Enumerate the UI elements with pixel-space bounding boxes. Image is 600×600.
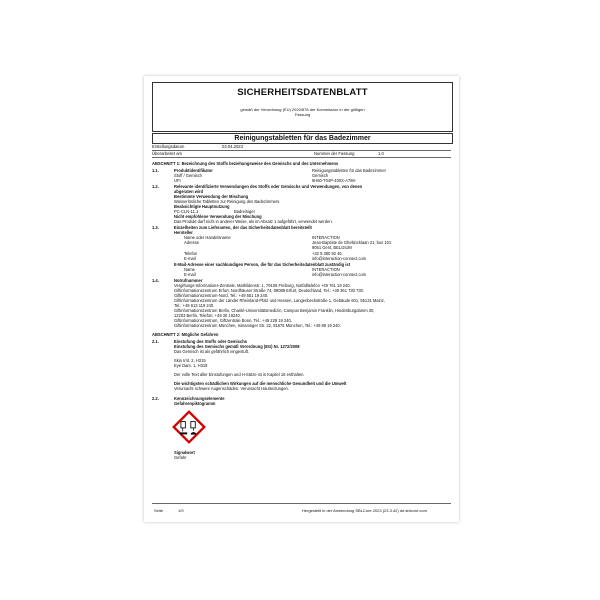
s13-resp-mail-value: info@interaction-connect.com [312, 272, 367, 277]
s12-number: 1.2. [152, 184, 159, 189]
emergency-line: Giftinformationszentrum-Nord, Tel.: +49 551 19 240. [174, 293, 269, 298]
s22-title: Kennzeichnungselemente [174, 396, 225, 401]
s21-effects-title: Die wichtigsten schädlichen Wirkungen auf die menschliche Gesundheit und die Umwelt [174, 381, 347, 386]
s12-not-text: Das Produkt darf nicht in anderer Weise, als im Absatz 1 aufgeführt, verwendet werden. [174, 219, 333, 224]
emergency-line: Giftinformationszentrum Erfurt, Nordhäuser Straße 74, 99089 Erfurt, Deutschland, Tel.: +49 361 730 730. [174, 288, 365, 293]
s21-title: Einstufung des Stoffs oder Gemischs [174, 339, 248, 344]
regulation-text [173, 107, 432, 118]
meta-row-revised [152, 151, 451, 158]
version-value: 1.0 [378, 151, 384, 156]
regulation-line-1: gemäß der Verordnung (EU) 2020/878 der Kommission in der gültigen [240, 107, 365, 112]
s12-use-text: Wasserlösliche Tabletten zur Reinigung des Badezimmers. [174, 199, 281, 204]
s11-product-name: Reinigungstabletten für das Badezimmer [312, 168, 386, 173]
version-label: Nummer der Fassung [314, 151, 355, 156]
footer-page-label: Seite [154, 508, 164, 513]
s13-resp-mail-label: E-mail [184, 272, 196, 277]
s21-sub: Einstufung des Gemischs gemäß Verordnung (EG) Nr. 1272/2008 [174, 344, 300, 349]
s12-main-code: PC-CLN-11.1 [174, 209, 199, 214]
s11-type-label: Stoff / Gemisch [174, 173, 202, 178]
s13-name-label: Name oder Handelsname [184, 235, 231, 240]
product-title: Reinigungstabletten für das Badezimmer [152, 133, 453, 144]
sds-page [144, 76, 459, 522]
emergency-line: Vergiftungs-Informations-Zentrale, Mathildenstr. 1, 79106 Freiburg, Notfalltelefon +49 761 19 240. [174, 283, 351, 288]
s13-resp-name-value: INTERACTION [312, 267, 340, 272]
s11-title: Produktidentifikator [174, 168, 213, 173]
emergency-line: 12203 Berlin, Telefon: +49 30 19240. [174, 313, 241, 318]
s21-full-text-note: Der volle Text aller Einstufungen und H-Sätze ist in Kapitel 16 enthalten. [174, 372, 305, 377]
s13-mail-value: info@interaction-connect.com [312, 256, 367, 261]
footer-page-value: 1/9 [178, 508, 184, 513]
page-footer [152, 503, 451, 513]
emergency-line: Giftinformationszentrum, Giftzentrale Bonn, Tel.: +49 228 19 240. [174, 318, 292, 323]
s12-use-title: Bestimmte Verwendung der Mischung [174, 194, 249, 199]
s12-main-text: Badreiniger [234, 209, 255, 214]
ufi-value: 5H60-T04P-400X-A78H [312, 178, 356, 183]
section-2-heading: ABSCHNITT 2: Mögliche Gefahren [152, 332, 219, 337]
s13-sub: Hersteller [174, 230, 193, 235]
s13-addr-label: Adresse [184, 240, 200, 245]
emergency-line: Giftinformationszentrum Berlin, Charité-Universitätsmedizin, Campus Benjamin Franklin, Hindenburgdamm 30, [174, 308, 375, 313]
s13-tel-label: Telefon [184, 251, 198, 256]
ufi-label: UFI [174, 178, 181, 183]
s13-mail-label: E-mail [184, 256, 196, 261]
revised-label: Überarbeitet am [152, 151, 183, 156]
title-box [152, 82, 453, 132]
s12-title-1: Relevante identifizierte Verwendungen des Stoffs oder Gemischs und Verwendungen, von denen [174, 184, 363, 189]
footer-generated: Hergestellt in der Anwendung SBLCore 2023 (23.3.42) de.sblcore.com [302, 508, 427, 513]
emergency-line: Tel.: +49 613 119 240. [174, 303, 215, 308]
s21-effects-text: Verursacht schwere Augenschäden. Verursacht Hautreizungen. [174, 386, 289, 391]
section-1-heading: ABSCHNITT 1: Bezeichnung des Stoffs beziehungsweise des Gemischs und des Unternehmens [152, 161, 339, 166]
s13-title: Einzelheiten zum Lieferanten, der das Sicherheitsdatenblatt bereitstellt [174, 225, 312, 230]
emergency-line: Giftinformationszentrum München, Ismaninger Str. 22, 81675 München, Tel.: +49 89 19 240. [174, 323, 341, 328]
emergency-line: Giftinformationszentrum der Länder Rheinland-Pfalz und Hessen, Langenbeckstraße 1, Gebäude 601, 55131 Mainz, [174, 298, 385, 303]
signal-word-value: Gefahr [174, 455, 187, 460]
regulation-line-2: Fassung [294, 112, 311, 118]
s13-resp-title: E-Mail-Adresse einer sachkundigen Person, die für das Sicherheitsdatenblatt zuständig ist [174, 262, 351, 267]
s11-number: 1.1. [152, 168, 159, 173]
s14-title: Notrufnummer [174, 278, 203, 283]
s13-number: 1.3. [152, 225, 159, 230]
hazard-class-1: Skin Irrit. 2, H315 [174, 358, 206, 363]
created-value: 03.04.2023 [222, 144, 243, 149]
corrosion-icon [171, 409, 207, 445]
s21-number: 2.1. [152, 339, 159, 344]
meta-row-created [152, 144, 451, 151]
s13-tel-value: +32 9 380 82 46 [312, 251, 342, 256]
s13-addr-1: Jean-Baptiste de Gheltincklaan 21; box 101 [312, 240, 392, 245]
s12-main-title: Beabsichtigte Hauptnutzung [174, 204, 230, 209]
created-label: Erstellungsdatum [152, 144, 185, 149]
s21-text: Das Gemisch ist als gefährlich eingestuft. [174, 349, 250, 354]
s13-addr-2: 9051 Gent, BELGIUM [312, 245, 352, 250]
s12-title-2: abgeraten wird [174, 189, 204, 194]
signal-word-label: Signalwort [174, 450, 195, 455]
s14-number: 1.4. [152, 278, 159, 283]
s22-picto-title: Gefahrenpiktogramm [174, 401, 216, 406]
hazard-class-2: Eye Dam. 1, H318 [174, 363, 208, 368]
s22-number: 2.2. [152, 396, 159, 401]
s12-not-title: Nicht empfohlene Verwendung der Mischung [174, 214, 262, 219]
s13-name-value: INTERACTION [312, 235, 340, 240]
document-title: SICHERHEITSDATENBLATT [237, 87, 368, 98]
s13-resp-name-label: Name [184, 267, 195, 272]
s11-type-value: Gemisch [312, 173, 329, 178]
